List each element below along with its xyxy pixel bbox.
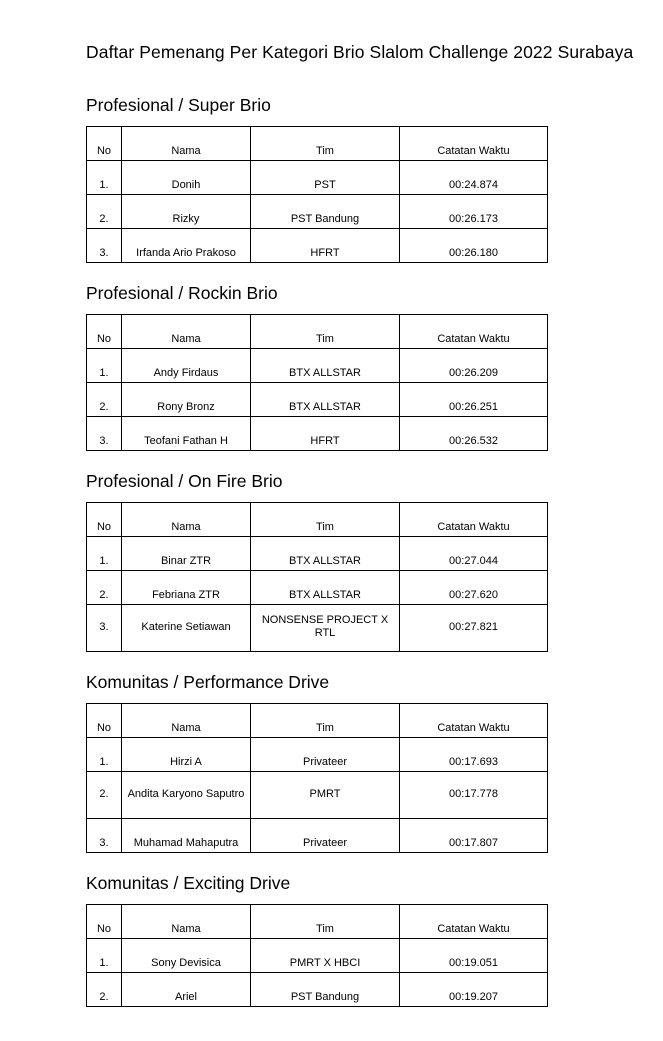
cell-no: 2.: [87, 195, 122, 229]
table-row: [87, 383, 548, 417]
cell-no: 3.: [87, 605, 122, 652]
cell-tim: NONSENSE PROJECT X RTL: [251, 605, 400, 652]
results-table: [86, 502, 548, 652]
column-header-tim: Tim: [251, 503, 400, 537]
cell-waktu: 00:19.051: [400, 939, 548, 973]
cell-nama: Binar ZTR: [122, 537, 251, 571]
column-header-waktu: Catatan Waktu: [400, 503, 548, 537]
cell-tim: HFRT: [251, 417, 400, 451]
cell-tim: BTX ALLSTAR: [251, 571, 400, 605]
cell-tim: PST Bandung: [251, 195, 400, 229]
cell-nama: Ariel: [122, 973, 251, 1007]
column-header-nama: Nama: [122, 905, 251, 939]
cell-nama: Muhamad Mahaputra: [122, 819, 251, 853]
cell-tim: HFRT: [251, 229, 400, 263]
table-row: [87, 973, 548, 1007]
table-row: [87, 605, 548, 652]
section-heading: Profesional / On Fire Brio: [86, 471, 283, 491]
results-table: [86, 126, 548, 263]
cell-no: 1.: [87, 349, 122, 383]
cell-tim: PST: [251, 161, 400, 195]
table-row: [87, 772, 548, 819]
section-heading: Komunitas / Performance Drive: [86, 672, 330, 692]
cell-tim: PMRT: [251, 772, 400, 819]
section-super-brio: [86, 94, 548, 263]
column-header-no: No: [87, 704, 122, 738]
cell-waktu: 00:17.807: [400, 819, 548, 853]
table-row: [87, 349, 548, 383]
table-row: [87, 417, 548, 451]
cell-tim: PMRT X HBCI: [251, 939, 400, 973]
cell-no: 1.: [87, 537, 122, 571]
cell-waktu: 00:27.821: [400, 605, 548, 652]
section-heading: Komunitas / Exciting Drive: [86, 873, 291, 893]
cell-no: 1.: [87, 738, 122, 772]
cell-nama: Andita Karyono Saputro: [122, 772, 251, 819]
column-header-nama: Nama: [122, 503, 251, 537]
section-heading: Profesional / Super Brio: [86, 95, 271, 115]
cell-nama: Andy Firdaus: [122, 349, 251, 383]
cell-tim: BTX ALLSTAR: [251, 383, 400, 417]
column-header-nama: Nama: [122, 315, 251, 349]
results-table: [86, 703, 548, 853]
table-row: [87, 738, 548, 772]
table-header-row: [87, 503, 548, 537]
document-title: Daftar Pemenang Per Kategori Brio Slalom Challenge 2022 Surabaya: [86, 42, 634, 62]
cell-nama: Irfanda Ario Prakoso: [122, 229, 251, 263]
column-header-waktu: Catatan Waktu: [400, 704, 548, 738]
section-on-fire-brio: [86, 470, 548, 652]
cell-waktu: 00:19.207: [400, 973, 548, 1007]
column-header-no: No: [87, 905, 122, 939]
cell-waktu: 00:26.209: [400, 349, 548, 383]
table-header-row: [87, 315, 548, 349]
cell-no: 2.: [87, 571, 122, 605]
cell-no: 1.: [87, 939, 122, 973]
column-header-waktu: Catatan Waktu: [400, 905, 548, 939]
table-row: [87, 571, 548, 605]
table-header-row: [87, 127, 548, 161]
column-header-nama: Nama: [122, 704, 251, 738]
cell-waktu: 00:26.180: [400, 229, 548, 263]
cell-waktu: 00:26.173: [400, 195, 548, 229]
column-header-no: No: [87, 503, 122, 537]
column-header-waktu: Catatan Waktu: [400, 127, 548, 161]
cell-waktu: 00:26.251: [400, 383, 548, 417]
column-header-tim: Tim: [251, 315, 400, 349]
cell-no: 2.: [87, 973, 122, 1007]
results-table: [86, 904, 548, 1007]
cell-waktu: 00:27.620: [400, 571, 548, 605]
cell-no: 2.: [87, 772, 122, 819]
table-row: [87, 819, 548, 853]
cell-no: 3.: [87, 229, 122, 263]
cell-nama: Donih: [122, 161, 251, 195]
table-header-row: [87, 704, 548, 738]
cell-waktu: 00:24.874: [400, 161, 548, 195]
cell-tim: Privateer: [251, 819, 400, 853]
cell-nama: Katerine Setiawan: [122, 605, 251, 652]
cell-waktu: 00:27.044: [400, 537, 548, 571]
section-exciting-drive: [86, 872, 548, 1007]
cell-no: 3.: [87, 819, 122, 853]
column-header-tim: Tim: [251, 704, 400, 738]
cell-tim: BTX ALLSTAR: [251, 349, 400, 383]
cell-waktu: 00:17.693: [400, 738, 548, 772]
cell-nama: Rony Bronz: [122, 383, 251, 417]
cell-waktu: 00:17.778: [400, 772, 548, 819]
column-header-tim: Tim: [251, 905, 400, 939]
table-row: [87, 229, 548, 263]
cell-nama: Rizky: [122, 195, 251, 229]
column-header-nama: Nama: [122, 127, 251, 161]
cell-nama: Teofani Fathan H: [122, 417, 251, 451]
cell-waktu: 00:26.532: [400, 417, 548, 451]
cell-nama: Hirzi A: [122, 738, 251, 772]
column-header-waktu: Catatan Waktu: [400, 315, 548, 349]
table-row: [87, 537, 548, 571]
table-header-row: [87, 905, 548, 939]
results-table: [86, 314, 548, 451]
cell-tim: Privateer: [251, 738, 400, 772]
table-row: [87, 195, 548, 229]
column-header-no: No: [87, 127, 122, 161]
cell-tim: PST Bandung: [251, 973, 400, 1007]
table-row: [87, 939, 548, 973]
column-header-tim: Tim: [251, 127, 400, 161]
cell-no: 2.: [87, 383, 122, 417]
cell-no: 3.: [87, 417, 122, 451]
cell-no: 1.: [87, 161, 122, 195]
cell-nama: Febriana ZTR: [122, 571, 251, 605]
table-row: [87, 161, 548, 195]
cell-nama: Sony Devisica: [122, 939, 251, 973]
section-heading: Profesional / Rockin Brio: [86, 283, 278, 303]
section-rockin-brio: [86, 282, 548, 451]
cell-tim: BTX ALLSTAR: [251, 537, 400, 571]
section-performance-drive: [86, 671, 548, 853]
column-header-no: No: [87, 315, 122, 349]
